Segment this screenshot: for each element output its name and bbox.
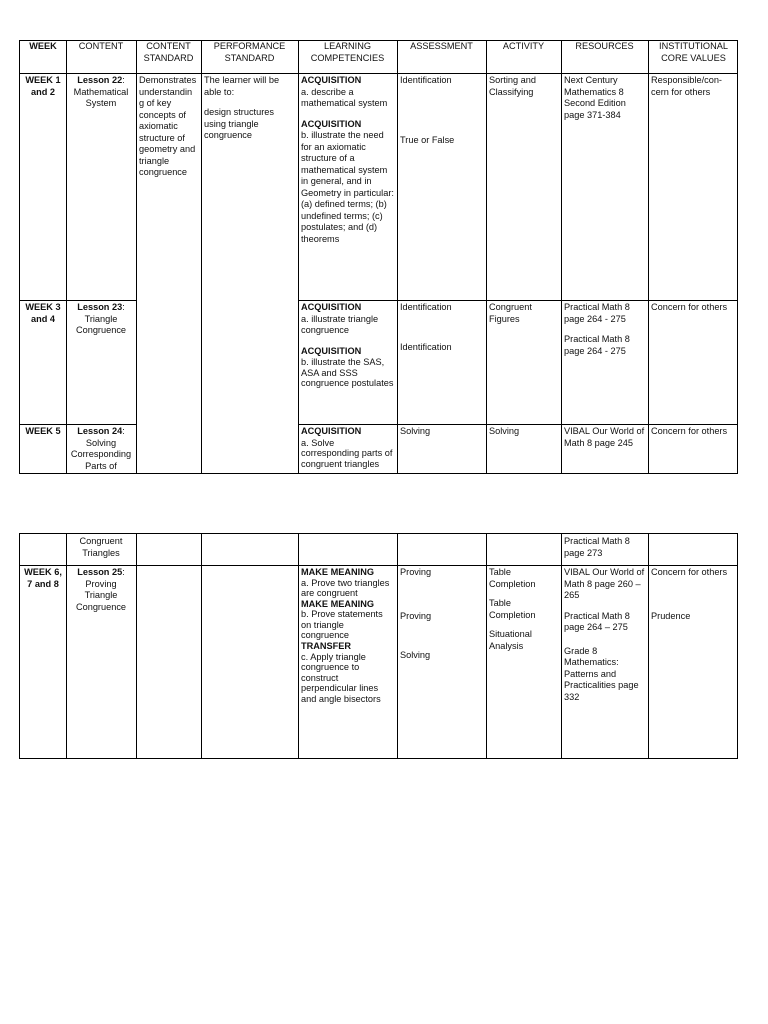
row4-assessment — [397, 565, 486, 664]
header-learning-competencies: LEARNING COMPETENCIES — [310, 41, 385, 63]
row1-content: Lesson 22: Mathematical System — [73, 75, 129, 108]
competency-text: a. illustrate triangle congruence — [301, 313, 379, 335]
lesson-title: Mathematical System — [73, 86, 129, 108]
row1-competencies — [298, 73, 397, 247]
resource-item: VIBAL Our World of Math 8 page 260 – 265 — [564, 567, 645, 600]
competency-heading: MAKE MEANING — [301, 598, 374, 609]
row4-activity — [486, 565, 561, 654]
header-content: CONTENT — [78, 41, 124, 51]
row2-content: Lesson 23: Triangle Congruence — [75, 302, 127, 335]
row1-performance-standard — [201, 73, 298, 144]
activity-item: Table Completion — [489, 567, 536, 589]
competency-text: a. Prove two triangles are congruent — [301, 577, 390, 599]
assessment-item: Identification — [400, 75, 452, 85]
competency-heading: ACQUISITION — [301, 75, 362, 85]
competency-heading: ACQUISITION — [301, 302, 362, 312]
lesson-label: Lesson 22 — [77, 75, 123, 85]
curriculum-table-page-2 — [19, 533, 738, 759]
resource-item: Practical Math 8 page 264 - 275 — [564, 302, 630, 324]
performance-intro: The learner will be able to: — [204, 75, 280, 97]
row1-activity: Sorting and Classifying — [489, 75, 536, 97]
row4-resources — [561, 565, 648, 705]
resource-item: Practical Math 8 page 264 – 275 — [564, 610, 630, 632]
row2-assessment — [397, 300, 486, 355]
lesson-label: Lesson 24 — [77, 426, 123, 436]
row2-week: WEEK 3 and 4 — [25, 302, 61, 324]
competency-heading: ACQUISITION — [301, 345, 362, 356]
row3-resources: VIBAL Our World of Math 8 page 245 — [564, 426, 645, 448]
lesson-label: Lesson 23 — [77, 302, 123, 312]
resource-item: Grade 8 Mathematics: Patterns and Practicalities page 332 — [564, 645, 639, 702]
competency-heading: TRANSFER — [301, 641, 352, 652]
row3-assessment: Solving — [400, 426, 431, 436]
row2-activity: Congruent Figures — [489, 302, 532, 324]
competency-text: a. Solve corresponding parts of congruent triangles — [301, 437, 393, 469]
competency-text: a. describe a mathematical system — [301, 86, 388, 108]
continued-resources: Practical Math 8 page 273 — [564, 536, 630, 558]
performance-body: design structures using triangle congruence — [204, 107, 274, 140]
core-value-item: Concern for others — [651, 567, 728, 577]
header-resources: RESOURCES — [575, 41, 634, 51]
assessment-item: Identification — [400, 341, 452, 352]
competency-heading: MAKE MEANING — [301, 567, 374, 577]
competency-text: c. Apply triangle congruence to construct perpendicular lines and angle bisectors — [301, 651, 381, 704]
resource-item: Practical Math 8 page 264 - 275 — [564, 334, 630, 356]
row3-week: WEEK 5 — [25, 426, 61, 436]
curriculum-table-page-1 — [19, 40, 738, 474]
row2-competencies — [298, 300, 397, 391]
lesson-label: Lesson 25 — [77, 567, 123, 577]
assessment-item: Identification — [400, 302, 452, 312]
activity-item: Table Completion — [489, 598, 536, 620]
row2-core-values: Concern for others — [651, 302, 728, 312]
header-assessment: ASSESSMENT — [410, 41, 473, 51]
activity-item: Situational Analysis — [489, 629, 532, 651]
header-activity: ACTIVITY — [502, 41, 545, 51]
header-content-standard: CONTENT STANDARD — [143, 41, 194, 63]
header-week: WEEK — [29, 41, 57, 51]
continued-content: Congruent Triangles — [79, 536, 123, 558]
row1-core-values: Responsible/con-cern for others — [651, 75, 722, 97]
row3-content: Lesson 24: Solving Corresponding Parts of — [70, 426, 132, 471]
competency-heading: ACQUISITION — [301, 118, 362, 129]
assessment-item: Proving — [400, 567, 432, 577]
row4-content: Lesson 25: Proving Triangle Congruence — [75, 567, 127, 612]
row4-competencies — [298, 565, 397, 707]
lesson-title: Triangle Congruence — [75, 313, 127, 335]
competency-text: b. illustrate the SAS, ASA and SSS congruence postulates — [301, 357, 394, 389]
row1-week: WEEK 1 and 2 — [25, 75, 61, 97]
lesson-title: Solving Corresponding Parts of — [70, 437, 132, 471]
header-performance-standard: PERFORMANCE STANDARD — [213, 41, 286, 63]
core-value-item: Prudence — [651, 610, 691, 621]
row3-core-values: Concern for others — [651, 426, 728, 436]
assessment-item: Solving — [400, 650, 431, 660]
row2-resources — [561, 300, 648, 359]
assessment-item: Proving — [400, 610, 432, 621]
competency-text: b. Prove statements on triangle congruence — [301, 609, 383, 641]
competency-heading: ACQUISITION — [301, 426, 362, 436]
lesson-title: Proving Triangle Congruence — [75, 578, 127, 612]
row3-activity: Solving — [489, 426, 520, 436]
row4-week: WEEK 6, 7 and 8 — [24, 567, 62, 589]
row3-competencies — [298, 424, 397, 471]
header-core-values: INSTITUTIONAL CORE VALUES — [659, 41, 728, 63]
row1-content-standard: Demonstrates understandin g of key concepts of axiomatic structure of geometry and triangle congruence — [139, 75, 197, 177]
row4-core-values — [648, 565, 739, 624]
competency-text: b. illustrate the need for an axiomatic structure of a mathematical system in general, and in Geometry in particular: (a) defined terms; (b) undefined terms; (c) postulates; and (d) theorems — [301, 130, 394, 244]
row1-resources: Next Century Mathematics 8 Second Edition page 371-384 — [564, 75, 626, 120]
row1-assessment — [397, 73, 486, 148]
assessment-item: True or False — [400, 134, 455, 145]
